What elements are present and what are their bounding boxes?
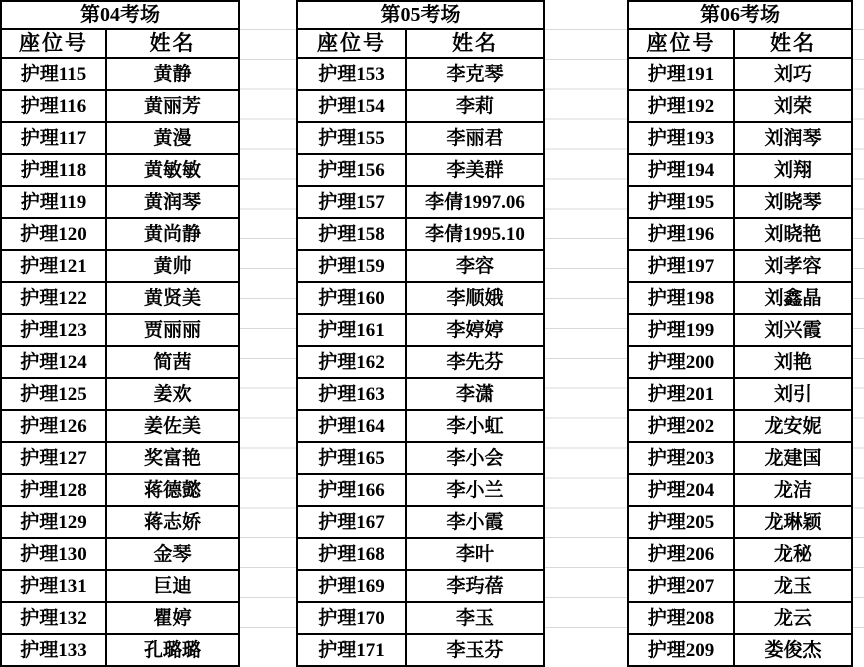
- seat-number-cell: 护理204: [628, 474, 734, 506]
- seat-number-cell: 护理133: [1, 634, 106, 666]
- table-row: [628, 314, 852, 346]
- seat-number-cell: 护理170: [297, 602, 406, 634]
- seat-number-cell: 护理154: [297, 90, 406, 122]
- candidate-name-cell: 刘兴霞: [734, 314, 852, 346]
- table-row: [1, 314, 239, 346]
- seat-number-cell: 护理209: [628, 634, 734, 666]
- table-row: [297, 602, 544, 634]
- grid-gap-column: [545, 0, 627, 628]
- candidate-name-cell: 龙安妮: [734, 410, 852, 442]
- seat-number-cell: 护理155: [297, 122, 406, 154]
- seat-number-cell: 护理153: [297, 58, 406, 90]
- seat-number-cell: 护理124: [1, 346, 106, 378]
- seat-number-cell: 护理195: [628, 186, 734, 218]
- candidate-name-cell: 李先芬: [406, 346, 544, 378]
- seat-number-cell: 护理159: [297, 250, 406, 282]
- table-row: [297, 474, 544, 506]
- candidate-name-cell: 刘艳: [734, 346, 852, 378]
- table-row: [297, 634, 544, 666]
- exam-room-title: 第04考场: [1, 1, 239, 29]
- candidate-name-cell: 巨迪: [106, 570, 239, 602]
- candidate-name-cell: 李克琴: [406, 58, 544, 90]
- seat-number-cell: 护理206: [628, 538, 734, 570]
- candidate-name-cell: 李玙蓓: [406, 570, 544, 602]
- seat-number-cell: 护理197: [628, 250, 734, 282]
- table-row: [628, 442, 852, 474]
- table-row: [628, 58, 852, 90]
- candidate-name-cell: 龙琳颖: [734, 506, 852, 538]
- candidate-name-cell: 李婷婷: [406, 314, 544, 346]
- exam-room-table-05: [296, 0, 545, 667]
- table-row: [297, 346, 544, 378]
- candidate-name-cell: 龙秘: [734, 538, 852, 570]
- candidate-name-cell: 刘荣: [734, 90, 852, 122]
- seat-number-cell: 护理120: [1, 218, 106, 250]
- candidate-name-cell: 刘巧: [734, 58, 852, 90]
- seat-number-cell: 护理156: [297, 154, 406, 186]
- seat-number-cell: 护理199: [628, 314, 734, 346]
- candidate-name-cell: 刘润琴: [734, 122, 852, 154]
- seat-number-cell: 护理162: [297, 346, 406, 378]
- grid-gap-column: [240, 0, 296, 628]
- table-row: [1, 538, 239, 570]
- table-row: [628, 122, 852, 154]
- seat-number-cell: 护理121: [1, 250, 106, 282]
- candidate-name-cell: 李小霞: [406, 506, 544, 538]
- table-row: [1, 122, 239, 154]
- table-row: [628, 90, 852, 122]
- table-row: [628, 250, 852, 282]
- table-row: [628, 154, 852, 186]
- table-row: [297, 378, 544, 410]
- seat-number-cell: 护理123: [1, 314, 106, 346]
- table-row: [1, 506, 239, 538]
- table-row: [1, 378, 239, 410]
- table-row: [1, 154, 239, 186]
- table-row: [1, 186, 239, 218]
- candidate-name-cell: 蒋志娇: [106, 506, 239, 538]
- candidate-name-cell: 黄润琴: [106, 186, 239, 218]
- exam-room-title: 第06考场: [628, 1, 852, 29]
- seat-number-cell: 护理194: [628, 154, 734, 186]
- seat-column-header: 座位号: [297, 29, 406, 58]
- candidate-name-cell: 李玉: [406, 602, 544, 634]
- table-row: [1, 602, 239, 634]
- candidate-name-cell: 瞿婷: [106, 602, 239, 634]
- seat-number-cell: 护理165: [297, 442, 406, 474]
- table-row: [628, 218, 852, 250]
- candidate-name-cell: 龙洁: [734, 474, 852, 506]
- candidate-name-cell: 黄贤美: [106, 282, 239, 314]
- table-row: [1, 58, 239, 90]
- seat-number-cell: 护理132: [1, 602, 106, 634]
- table-row: [1, 346, 239, 378]
- candidate-name-cell: 龙玉: [734, 570, 852, 602]
- name-column-header: 姓名: [406, 29, 544, 58]
- candidate-name-cell: 贾丽丽: [106, 314, 239, 346]
- seat-number-cell: 护理158: [297, 218, 406, 250]
- candidate-name-cell: 李莉: [406, 90, 544, 122]
- seat-number-cell: 护理122: [1, 282, 106, 314]
- candidate-name-cell: 李小虹: [406, 410, 544, 442]
- candidate-name-cell: 娄俊杰: [734, 634, 852, 666]
- seat-number-cell: 护理157: [297, 186, 406, 218]
- table-row: [628, 634, 852, 666]
- table-row: [628, 602, 852, 634]
- seat-number-cell: 护理200: [628, 346, 734, 378]
- seat-number-cell: 护理205: [628, 506, 734, 538]
- candidate-name-cell: 黄丽芳: [106, 90, 239, 122]
- table-row: [628, 378, 852, 410]
- seat-number-cell: 护理168: [297, 538, 406, 570]
- candidate-name-cell: 黄漫: [106, 122, 239, 154]
- candidate-name-cell: 李丽君: [406, 122, 544, 154]
- candidate-name-cell: 李潇: [406, 378, 544, 410]
- table-row: [297, 154, 544, 186]
- seat-number-cell: 护理193: [628, 122, 734, 154]
- seat-number-cell: 护理161: [297, 314, 406, 346]
- candidate-name-cell: 黄尚静: [106, 218, 239, 250]
- candidate-name-cell: 刘晓艳: [734, 218, 852, 250]
- seat-number-cell: 护理163: [297, 378, 406, 410]
- candidate-name-cell: 李小会: [406, 442, 544, 474]
- seat-number-cell: 护理202: [628, 410, 734, 442]
- exam-room-title: 第05考场: [297, 1, 544, 29]
- candidate-name-cell: 黄帅: [106, 250, 239, 282]
- candidate-name-cell: 李美群: [406, 154, 544, 186]
- seat-number-cell: 护理171: [297, 634, 406, 666]
- table-row: [297, 314, 544, 346]
- candidate-name-cell: 奖富艳: [106, 442, 239, 474]
- table-row: [1, 634, 239, 666]
- table-row: [628, 410, 852, 442]
- table-row: [297, 506, 544, 538]
- candidate-name-cell: 孔璐璐: [106, 634, 239, 666]
- seat-number-cell: 护理119: [1, 186, 106, 218]
- seat-number-cell: 护理208: [628, 602, 734, 634]
- table-row: [628, 506, 852, 538]
- table-row: [297, 122, 544, 154]
- table-row: [1, 90, 239, 122]
- seat-number-cell: 护理118: [1, 154, 106, 186]
- seat-number-cell: 护理207: [628, 570, 734, 602]
- candidate-name-cell: 刘晓琴: [734, 186, 852, 218]
- seat-number-cell: 护理125: [1, 378, 106, 410]
- candidate-name-cell: 黄敏敏: [106, 154, 239, 186]
- table-row: [297, 186, 544, 218]
- seat-number-cell: 护理116: [1, 90, 106, 122]
- seat-number-cell: 护理196: [628, 218, 734, 250]
- seat-column-header: 座位号: [628, 29, 734, 58]
- seat-number-cell: 护理115: [1, 58, 106, 90]
- seat-number-cell: 护理160: [297, 282, 406, 314]
- candidate-name-cell: 刘引: [734, 378, 852, 410]
- table-row: [297, 58, 544, 90]
- name-column-header: 姓名: [734, 29, 852, 58]
- candidate-name-cell: 李玉芬: [406, 634, 544, 666]
- table-row: [1, 570, 239, 602]
- seat-number-cell: 护理126: [1, 410, 106, 442]
- table-row: [297, 250, 544, 282]
- seat-number-cell: 护理164: [297, 410, 406, 442]
- table-row: [628, 186, 852, 218]
- table-row: [628, 474, 852, 506]
- table-row: [1, 474, 239, 506]
- table-row: [628, 346, 852, 378]
- table-row: [297, 442, 544, 474]
- table-row: [1, 218, 239, 250]
- seat-number-cell: 护理166: [297, 474, 406, 506]
- seat-number-cell: 护理191: [628, 58, 734, 90]
- seat-number-cell: 护理117: [1, 122, 106, 154]
- candidate-name-cell: 简茜: [106, 346, 239, 378]
- seat-number-cell: 护理192: [628, 90, 734, 122]
- candidate-name-cell: 龙云: [734, 602, 852, 634]
- candidate-name-cell: 刘鑫晶: [734, 282, 852, 314]
- candidate-name-cell: 龙建国: [734, 442, 852, 474]
- table-row: [297, 90, 544, 122]
- table-row: [628, 282, 852, 314]
- candidate-name-cell: 李顺娥: [406, 282, 544, 314]
- table-row: [1, 282, 239, 314]
- exam-room-table-04: [0, 0, 240, 667]
- grid-gap-column: [853, 0, 864, 628]
- seat-number-cell: 护理198: [628, 282, 734, 314]
- seat-number-cell: 护理127: [1, 442, 106, 474]
- candidate-name-cell: 李倩1995.10: [406, 218, 544, 250]
- candidate-name-cell: 黄静: [106, 58, 239, 90]
- table-row: [297, 570, 544, 602]
- candidate-name-cell: 李倩1997.06: [406, 186, 544, 218]
- table-row: [297, 410, 544, 442]
- seat-number-cell: 护理203: [628, 442, 734, 474]
- candidate-name-cell: 金琴: [106, 538, 239, 570]
- candidate-name-cell: 姜佐美: [106, 410, 239, 442]
- seat-number-cell: 护理169: [297, 570, 406, 602]
- candidate-name-cell: 李小兰: [406, 474, 544, 506]
- table-row: [297, 218, 544, 250]
- seat-number-cell: 护理201: [628, 378, 734, 410]
- table-row: [297, 538, 544, 570]
- table-row: [1, 410, 239, 442]
- table-row: [1, 442, 239, 474]
- candidate-name-cell: 李叶: [406, 538, 544, 570]
- candidate-name-cell: 刘孝容: [734, 250, 852, 282]
- seat-column-header: 座位号: [1, 29, 106, 58]
- seat-number-cell: 护理130: [1, 538, 106, 570]
- seat-number-cell: 护理131: [1, 570, 106, 602]
- exam-room-table-06: [627, 0, 853, 667]
- table-row: [1, 250, 239, 282]
- table-row: [628, 570, 852, 602]
- name-column-header: 姓名: [106, 29, 239, 58]
- candidate-name-cell: 刘翔: [734, 154, 852, 186]
- candidate-name-cell: 蒋德懿: [106, 474, 239, 506]
- seat-number-cell: 护理167: [297, 506, 406, 538]
- table-row: [297, 282, 544, 314]
- candidate-name-cell: 李容: [406, 250, 544, 282]
- candidate-name-cell: 姜欢: [106, 378, 239, 410]
- seat-number-cell: 护理129: [1, 506, 106, 538]
- seat-number-cell: 护理128: [1, 474, 106, 506]
- table-row: [628, 538, 852, 570]
